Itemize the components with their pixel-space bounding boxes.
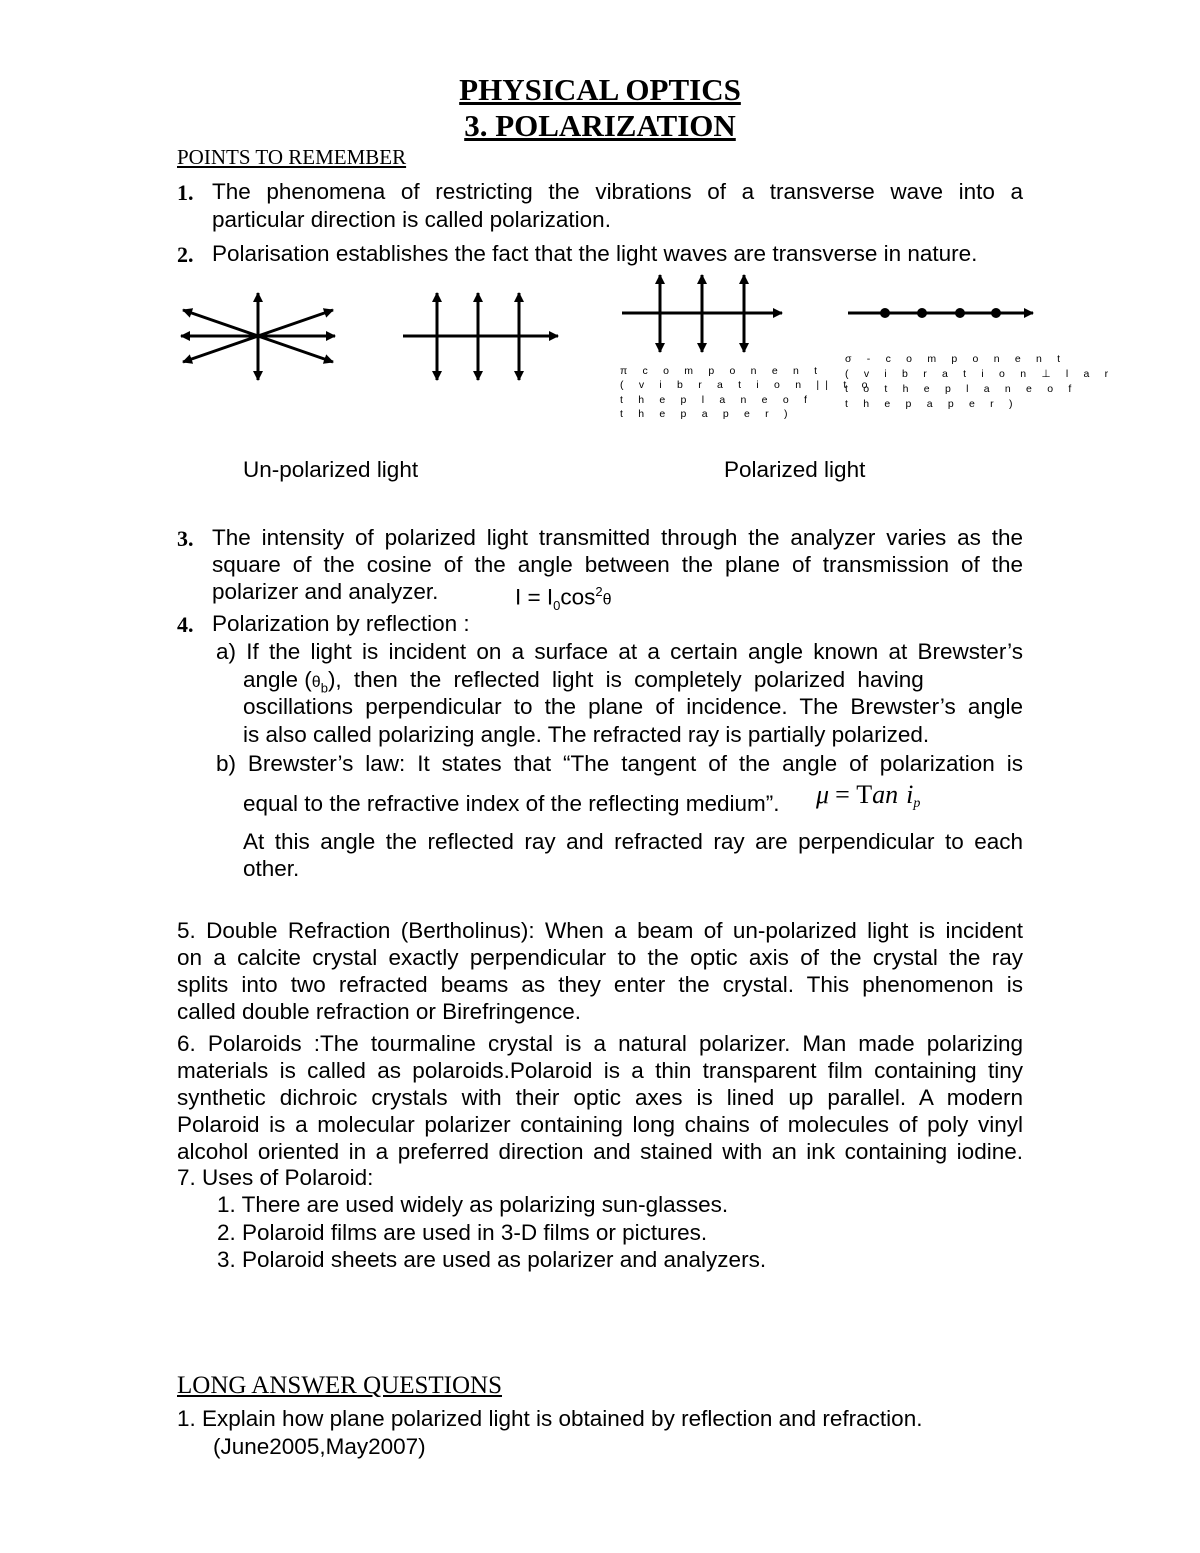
- point-2-number: 2.: [177, 242, 194, 267]
- point-1-line-1: The phenomena of restricting the vibrations of a transverse wave into a: [212, 179, 1023, 204]
- point-3-line-1: The intensity of polarized light transmitted through the analyzer varies as the: [212, 525, 1023, 550]
- point-4b-line-2: equal to the refractive index of the reflecting medium”.: [243, 791, 780, 816]
- list-item: 1. There are used widely as polarizing sun-glasses.: [217, 1192, 729, 1217]
- point-5-line-3: splits into two refracted beams as they enter the crystal. This phenomenon is: [177, 972, 1023, 997]
- unpolarized-star-symbol: [181, 293, 335, 380]
- polarization-diagram: [0, 0, 1200, 500]
- point-4a-line-4: is also called polarizing angle. The refracted ray is partially polarized.: [243, 722, 930, 747]
- long-answer-heading: LONG ANSWER QUESTIONS: [177, 1372, 502, 1399]
- pi-caption-line-1: π c o m p o n e n t: [620, 365, 824, 377]
- question-1-line-2: (June2005,May2007): [213, 1434, 426, 1459]
- point-4a-line-1: a) If the light is incident on a surface at a certain angle known at Brewster’s: [216, 639, 1023, 664]
- sigma-caption-line-3: t o t h e p l a n e o f: [845, 383, 1078, 395]
- sigma-caption-line-1: σ - c o m p o n e n t: [845, 353, 1067, 365]
- list-item: 3. Polaroid sheets are used as polarizer and analyzers.: [217, 1247, 767, 1272]
- pi-caption-line-2: ( v i b r a t i o n || t o: [620, 379, 874, 391]
- list-item: 2. Polaroid films are used in 3-D films or pictures.: [217, 1220, 708, 1245]
- unpolarized-label: Un-polarized light: [243, 457, 419, 482]
- page-subtitle: 3. POLARIZATION: [464, 108, 736, 143]
- question-1-line-1: 1. Explain how plane polarized light is obtained by reflection and refraction.: [177, 1406, 923, 1431]
- point-6-line-5: alcohol oriented in a preferred direction and stained with an ink containing iodine.: [177, 1139, 1023, 1164]
- sigma-caption-line-2: ( v i b r a t i o n ⊥ l a r: [845, 368, 1115, 380]
- point-6-line-2: materials is called as polaroids.Polaroid is a thin transparent film containing tiny: [177, 1058, 1023, 1083]
- point-4b-line-3: At this angle the reflected ray and refracted ray are perpendicular to each: [243, 829, 1023, 854]
- point-1-line-2: particular direction is called polarization.: [212, 207, 611, 232]
- brewster-law-formula: μ = Tan $i_p$: [816, 780, 921, 812]
- point-6-line-1: 6. Polaroids :The tourmaline crystal is a natural polarizer. Man made polarizing: [177, 1031, 1023, 1056]
- point-3-number: 3.: [177, 526, 194, 551]
- page-title: PHYSICAL OPTICS: [459, 72, 741, 107]
- point-5-line-4: called double refraction or Birefringence.: [177, 999, 581, 1024]
- polarized-label: Polarized light: [724, 457, 866, 482]
- malus-law-formula: $I = I_0\cos^2\theta$: [515, 584, 612, 613]
- unpolarized-lines-symbol: [403, 293, 558, 380]
- point-5-line-2: on a calcite crystal exactly perpendicular to the optic axis of the crystal the ray: [177, 945, 1023, 970]
- point-1-number: 1.: [177, 180, 194, 205]
- point-4a-line-3: oscillations perpendicular to the plane of incidence. The Brewster’s angle: [243, 694, 1023, 719]
- sigma-component-symbol: [848, 308, 1033, 318]
- point-4b-line-1: b) Brewster’s law: It states that “The tangent of the angle of polarization is: [216, 751, 1023, 776]
- point-4b-line-4: other.: [243, 856, 300, 881]
- point-3-line-2: square of the cosine of the angle between the plane of transmission of the: [212, 552, 1023, 577]
- points-heading: POINTS TO REMEMBER: [177, 145, 407, 169]
- pi-caption-line-4: t h e p a p e r ): [620, 408, 794, 420]
- point-4-line-1: Polarization by reflection :: [212, 611, 470, 636]
- pi-caption-line-3: t h e p l a n e o f: [620, 394, 814, 406]
- point-4a-line-2: angle $(\theta_b)$, then the reflected light is completely polarized having: [243, 667, 924, 696]
- point-4-number: 4.: [177, 612, 194, 637]
- point-2-line-1: Polarisation establishes the fact that the light waves are transverse in nature.: [212, 241, 978, 266]
- point-5-line-1: 5. Double Refraction (Bertholinus): When a beam of un-polarized light is incident: [177, 918, 1023, 943]
- point-7-line-1: 7. Uses of Polaroid:: [177, 1165, 374, 1190]
- sigma-caption-line-4: t h e p a p e r ): [845, 398, 1019, 410]
- pi-component-symbol: [622, 275, 782, 352]
- point-6-line-4: Polaroid is a molecular polarizer containing long chains of molecules of poly vinyl: [177, 1112, 1023, 1137]
- point-6-line-3: synthetic dichroic crystals with their optic axes is lined up parallel. A modern: [177, 1085, 1023, 1110]
- point-3-line-3: polarizer and analyzer.: [212, 579, 439, 604]
